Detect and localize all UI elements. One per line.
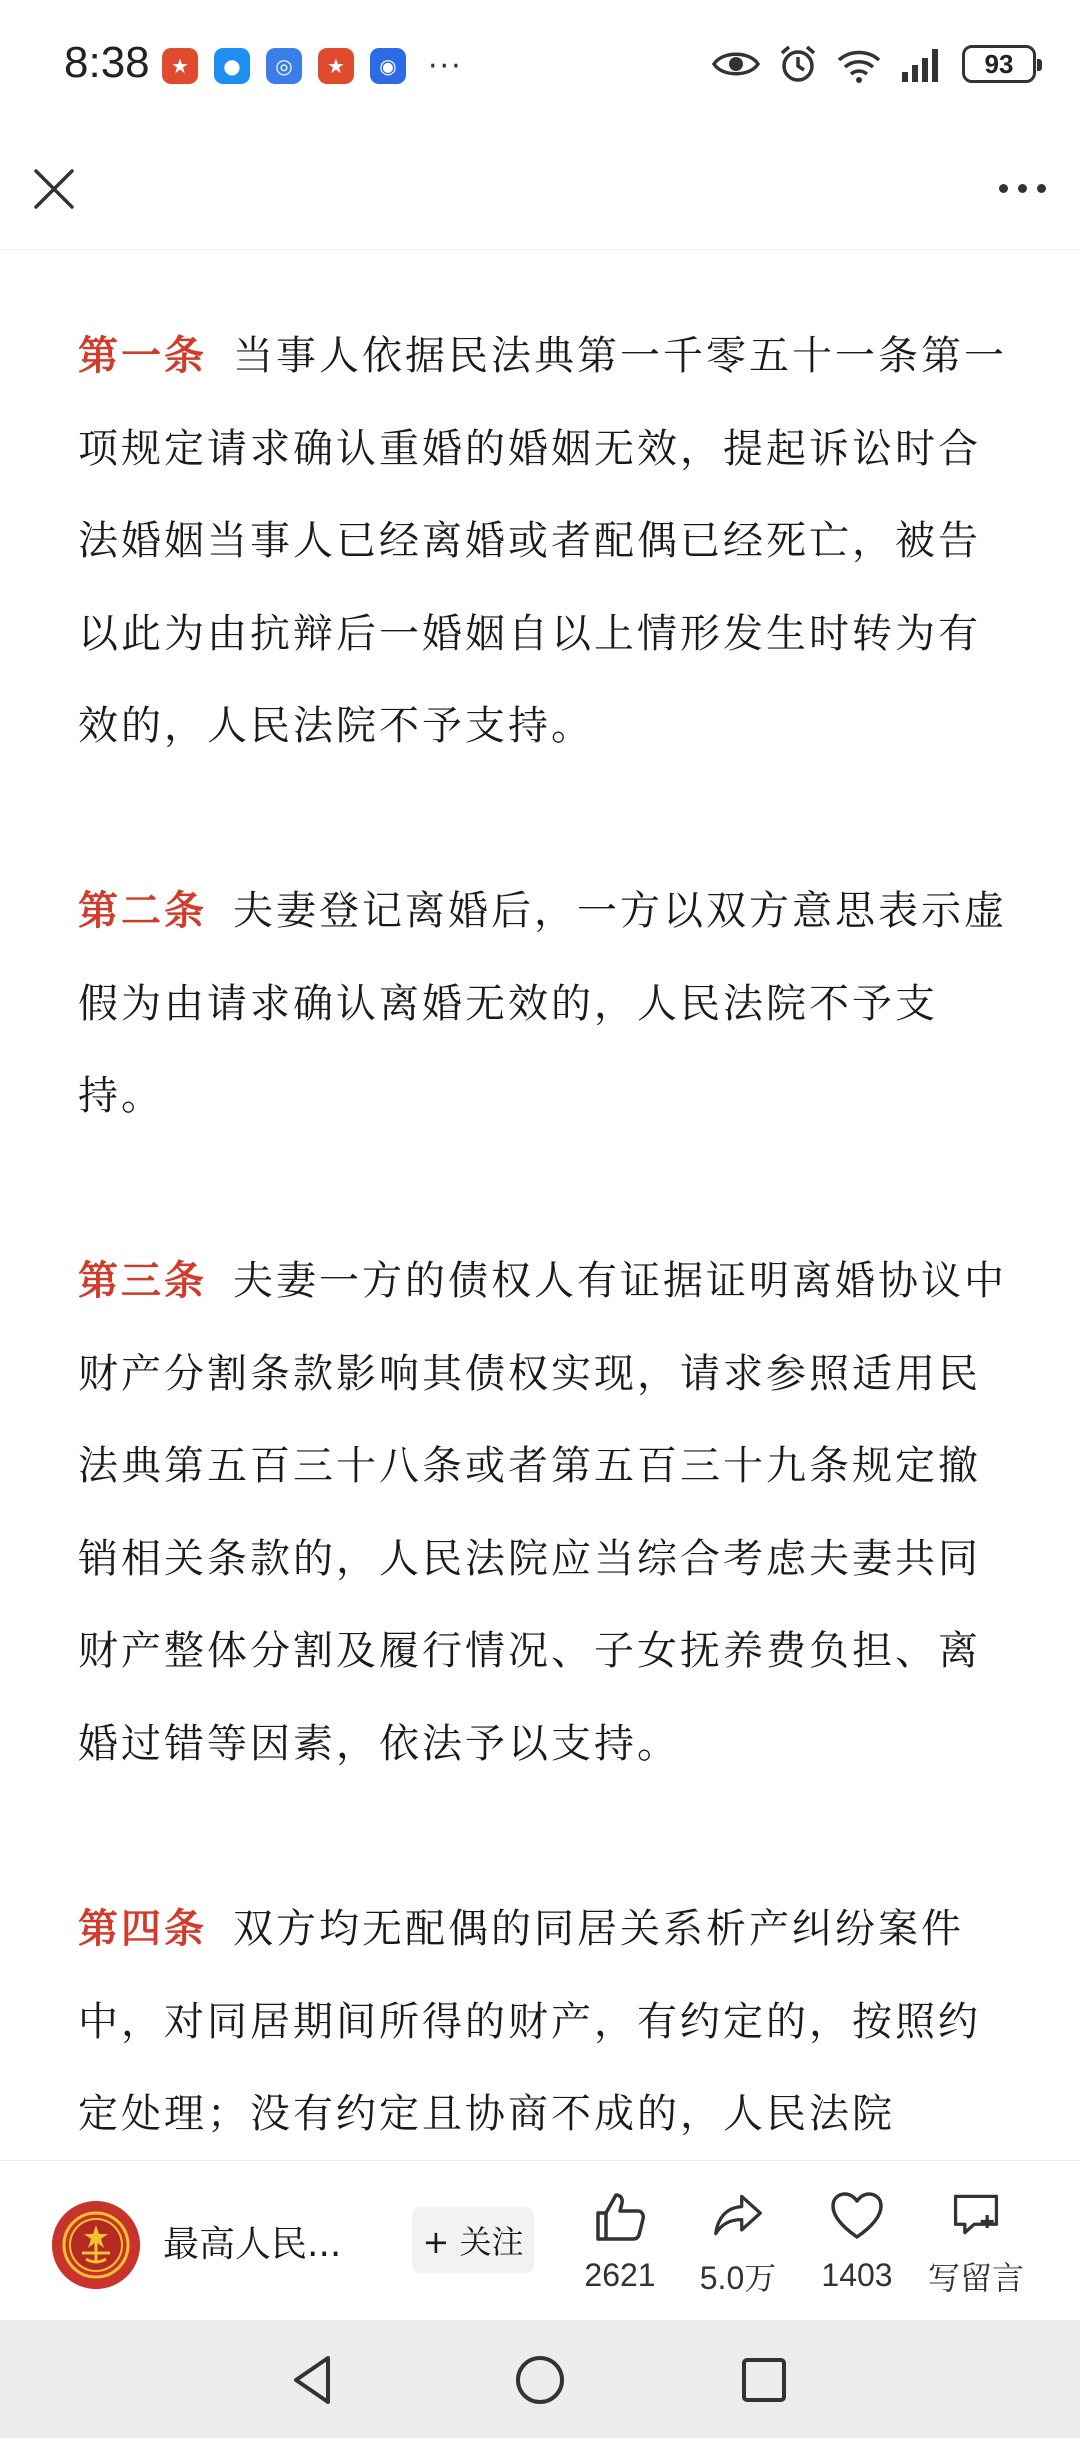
notification-icons <box>162 48 463 84</box>
share-count: 5.0万 <box>699 2260 777 2296</box>
comment-icon <box>948 2189 1004 2241</box>
article-clause-title: 第二条 <box>78 888 207 934</box>
battery-level: 93 <box>984 48 1014 79</box>
dot <box>1018 184 1027 193</box>
like-button[interactable] <box>560 2189 680 2299</box>
app-icon-2: ● <box>214 48 250 84</box>
article-paragraph-1 <box>78 310 1008 773</box>
avatar[interactable] <box>52 2201 140 2289</box>
share-button[interactable] <box>678 2189 798 2299</box>
wifi-icon <box>836 44 882 84</box>
comment-label: 写留言 <box>927 2260 1024 2296</box>
article-clause-title: 第三条 <box>78 1258 207 1304</box>
app-icon-5: ◉ <box>370 48 406 84</box>
court-emblem-icon <box>52 2201 140 2289</box>
status-time: 8:38 <box>64 38 150 87</box>
follow-button[interactable]: + 关注 <box>412 2207 534 2273</box>
article-content <box>0 250 1080 2160</box>
battery-icon <box>962 45 1036 83</box>
back-icon[interactable] <box>284 2350 344 2410</box>
like-count: 2621 <box>584 2257 656 2293</box>
dot <box>999 184 1008 193</box>
favorite-button[interactable] <box>797 2189 917 2299</box>
article-clause-text: 当事人依据民法典第一千零五十一条第一项规定请求确认重婚的婚姻无效，提起诉讼时合法婚姻当事人已经离婚或者配偶已经死亡，被告以此为由抗辩后一婚姻自以上情形发生时转为有效的，人民法院不予支持。 <box>78 333 1007 749</box>
app-icon-1: ★ <box>162 48 198 84</box>
article-clause-text: 夫妻一方的债权人有证据证明离婚协议中财产分割条款影响其债权实现，请求参照适用民法典第五百三十八条或者第五百三十九条规定撤销相关条款的，人民法院应当综合考虑夫妻共同财产整体分割及履行情况、子女抚养费负担、离婚过错等因素，依法予以支持。 <box>78 1258 1007 1767</box>
article-paragraph-4 <box>78 1883 1008 2160</box>
favorite-count: 1403 <box>821 2257 893 2293</box>
status-bar <box>0 0 1080 135</box>
article-paragraph-3 <box>78 1235 1008 1790</box>
alarm-icon <box>778 44 818 84</box>
article-clause-title: 第四条 <box>78 1906 207 1952</box>
more-options-icon[interactable] <box>994 173 1050 203</box>
system-icons <box>712 44 1036 84</box>
signal-icon <box>900 46 944 82</box>
recents-icon[interactable] <box>734 2350 794 2410</box>
app-icon-4: ★ <box>318 48 354 84</box>
thumbs-up-icon <box>592 2189 648 2245</box>
article-paragraph-2 <box>78 865 1008 1143</box>
system-navigation-bar <box>0 2320 1080 2438</box>
nav-header <box>0 135 1080 250</box>
app-icon-3: ◎ <box>266 48 302 84</box>
account-name[interactable]: 最高人民... <box>163 2224 342 2265</box>
comment-button[interactable] <box>916 2189 1036 2299</box>
heart-icon <box>829 2189 885 2245</box>
article-clause-title: 第一条 <box>78 333 207 379</box>
home-icon[interactable] <box>510 2350 570 2410</box>
article-clause-text: 双方均无配偶的同居关系析产纠纷案件中，对同居期间所得的财产，有约定的，按照约定处理；没有约定且协商不成的，人民法院 <box>78 1906 981 2137</box>
article-clause-text: 夫妻登记离婚后，一方以双方意思表示虚假为由请求确认离婚无效的，人民法院不予支持。 <box>78 888 1007 1119</box>
share-arrow-icon <box>710 2189 766 2241</box>
dot <box>1037 184 1046 193</box>
close-icon[interactable] <box>30 165 78 213</box>
bottom-action-bar <box>0 2160 1080 2320</box>
eye-icon <box>712 47 760 81</box>
more-notifications-icon: ··· <box>428 48 463 84</box>
